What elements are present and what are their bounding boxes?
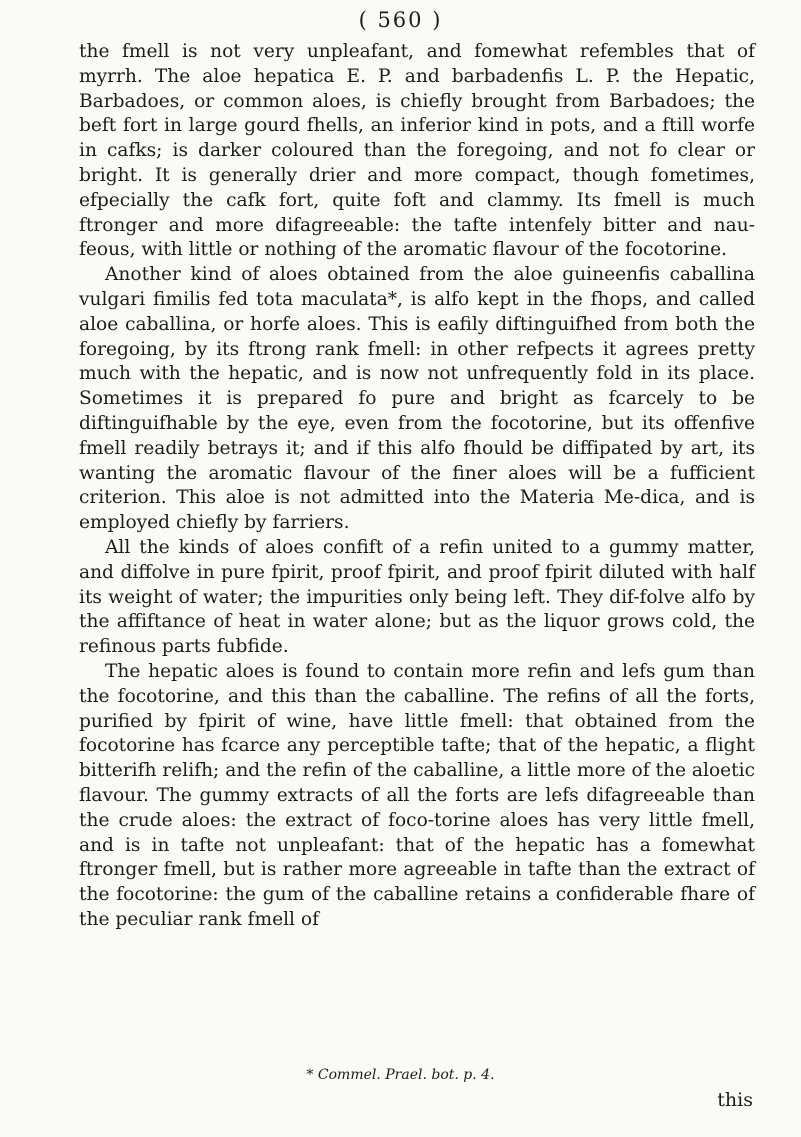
paragraph-4: The hepatic aloes is found to contain more refin and lefs gum than the focotorine, and this than the caballine. The refins of all the forts, purified by fpirit of wine, have little fmell: that obtained from the focotorine has fcarce any perceptible tafte; that of the hepatic, a flight bitterifh relifh; and the refin of the caballine, a little more of the aloetic flavour. The gummy extracts of all the forts are lefs difagreeable than the crude aloes: the extract of foco-torine aloes has very little fmell, and is in tafte not unpleafant: that of the hepatic has a fomewhat ftronger fmell, but is rather more agreeable in tafte than the extract of the focotorine: the gum of the caballine retains a confiderable fhare of the peculiar rank fmell of <box>79 660 755 930</box>
paragraph-1: the fmell is not very unpleafant, and fomewhat refembles that of myrrh. The aloe hepatica E. P. and barbadenfis L. P. the Hepatic, Barbadoes, or common aloes, is chiefly brought from Barbadoes; the beft fort in large gourd fhells, an inferior kind in pots, and a ftill worfe in cafks; is darker coloured than the foregoing, and not fo clear or bright. It is generally drier and more compact, though fometimes, efpecially the cafk fort, quite foft and clammy. Its fmell is much ftronger and more difagreeable: the tafte intenfely bitter and nau-feous, with little or nothing of the aromatic flavour of the focotorine. <box>79 41 755 261</box>
catchword: this <box>717 1089 753 1111</box>
page-number: ( 560 ) <box>358 8 443 32</box>
body-text <box>79 40 755 933</box>
footnote: * Commel. Prael. bot. p. 4. <box>306 1067 495 1083</box>
paragraph-2: Another kind of aloes obtained from the aloe guineenfis caballina vulgari fimilis fed tota maculata*, is alfo kept in the fhops, and called aloe caballina, or horfe aloes. This is eafily diftinguifhed from both the foregoing, by its ftrong rank fmell: in other refpects it agrees pretty much with the hepatic, and is now not unfrequently fold in its place. Sometimes it is prepared fo pure and bright as fcarcely to be diftinguifhable by the eye, even from the focotorine, but its offenfive fmell readily betrays it; and if this alfo fhould be diffipated by art, its wanting the aromatic flavour of the finer aloes will be a fufficient criterion. This aloe is not admitted into the Materia Me-dica, and is employed chiefly by farriers. <box>79 264 755 534</box>
paragraph-3: All the kinds of aloes confift of a refin united to a gummy matter, and diffolve in pure fpirit, proof fpirit, and proof fpirit diluted with half its weight of water; the impurities only being left. They dif-folve alfo by the affiftance of heat in water alone; but as the liquor grows cold, the refinous parts fubfide. <box>79 536 755 658</box>
